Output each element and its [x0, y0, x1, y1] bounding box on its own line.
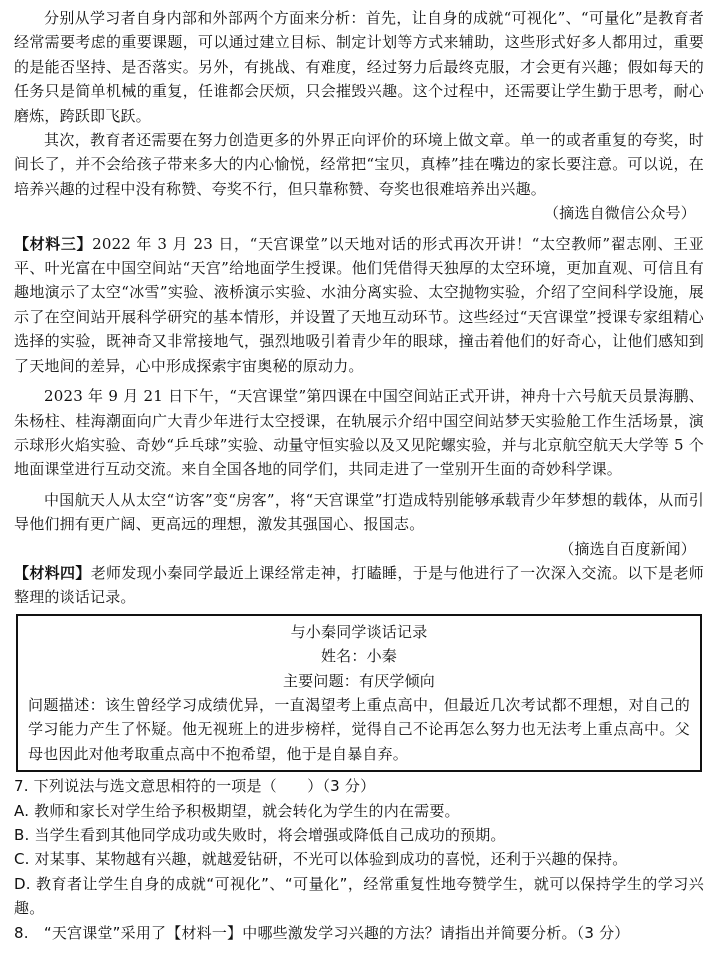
question-8: 8. “天宫课堂”采用了【材料一】中哪些激发学习兴趣的方法？请指出并简要分析。（3 分）: [14, 923, 630, 942]
material4-intro: [14, 561, 704, 610]
record-description: 问题描述：该生曾经学习成绩优异，一直渴望考上重点高中，但最近几次考试都不理想，对自己的学习能力产生了怀疑。他无视班上的进步榜样，觉得自己不论再怎么努力也无法考上重点高中。父母也因此对他考取重点高中不抱希望，他于是自暴自弃。: [28, 695, 690, 763]
material3-label: 【材料三】: [14, 234, 93, 253]
material3-paragraph-2: 2023 年 9 月 21 日下午，“天宫课堂”第四课在中国空间站正式开讲，神舟十六号航天员景海鹏、朱杨柱、桂海潮面向广大青少年进行太空授课，在轨展示介绍中国空间站梦天实验舱工作生活场景，演示球形火焰实验、奇妙“乒乓球”实验、动量守恒实验以及又见陀螺实验，并与北京航空航天大学等 5 个地面课堂进行互动交流。来自全国各地的同学们，共同走进了一堂别开生面的奇妙科学课。: [14, 387, 704, 479]
material2-paragraph-2: 其次，教育者还需要在努力创造更多的外界正向评价的环境上做文章。单一的或者重复的夸奖，时间长了，并不会给孩子带来多大的内心愉悦，经常把“宝贝，真棒”挂在嘴边的家长要注意。可以说，在培养兴趣的过程中没有称赞、夸奖不行，但只靠称赞、夸奖也很难培养出兴趣。: [14, 131, 704, 198]
record-issue: 主要问题：有厌学倾向: [282, 671, 435, 690]
conversation-record-box: [16, 614, 702, 772]
material2-paragraph-1: 分别从学习者自身内部和外部两个方面来分析：首先，让自身的成就“可视化”、“可量化”是教育者经常需要考虑的重要课题，可以通过建立目标、制定计划等方式来辅助，这些形式好多人都用过，重要的是能否坚持、是否落实。另外，有挑战、有难度，经过努力后最终克服，才会更有兴趣；假如每天的任务只是简单机械的重复，任谁都会厌烦，只会摧毁兴趣。这个过程中，还需要让学生勤于思考，耐心磨炼，跨跃即飞跃。: [14, 9, 704, 125]
record-name: 姓名：小秦: [320, 647, 397, 666]
material3-source: （摘选自百度新闻）: [559, 539, 696, 558]
material3-paragraph-1: [14, 232, 704, 378]
material3-paragraph-1-text: 2022 年 3 月 23 日，“天宫课堂”以天地对话的形式再次开讲！“太空教师”翟志刚、王亚平、叶光富在中国空间站“天宫”给地面学生授课。他们凭借得天独厚的太空环境，更加直观、可信且有趣地演示了太空“冰雪”实验、液桥演示实验、水油分离实验、太空抛物实验，介绍了空间科学设施，展示了在空间站开展科学研究的基本情形，并设置了天地互动环节。这些经过“天宫课堂”授课专家组精心选择的实验，既神奇又非常接地气，强烈地吸引着青少年的眼球，撞击着他们的好奇心，让他们感知到了天地间的差异，心中形成探索宇宙奥秘的原动力。: [14, 234, 704, 375]
question-7-option-c: C. 对某事、某物越有兴趣，就越爱钻研，不光可以体验到成功的喜悦，还利于兴趣的保持。: [14, 850, 628, 869]
record-title: 与小秦同学谈话记录: [290, 622, 428, 641]
material3-paragraph-3: 中国航天人从太空“访客”变“房客”，将“天宫课堂”打造成特别能够承载青少年梦想的载体，从而引导他们拥有更广阔、更高远的理想，激发其强国心、报国志。: [14, 490, 704, 534]
question-7-option-b: B. 当学生看到其他同学成功或失败时，将会增强或降低自己成功的预期。: [14, 826, 506, 844]
material4-label: 【材料四】: [14, 563, 91, 582]
question-7-option-d: D. 教育者让学生自身的成就“可视化”、“可量化”，经常重复性地夸赞学生，就可以保持学生的学习兴趣。: [14, 874, 704, 918]
exam-page: [14, 6, 704, 945]
question-7-stem: 7. 下列说法与选文意思相符的一项是（ ）（3 分）: [14, 777, 376, 796]
question-7-option-a: A. 教师和家长对学生给予积极期望，就会转化为学生的内在需要。: [14, 801, 460, 820]
material2-source: （摘选自微信公众号）: [543, 204, 696, 223]
material4-intro-text: 老师发现小秦同学最近上课经常走神，打瞌睡，于是与他进行了一次深入交流。以下是老师整理的谈话记录。: [14, 563, 704, 607]
